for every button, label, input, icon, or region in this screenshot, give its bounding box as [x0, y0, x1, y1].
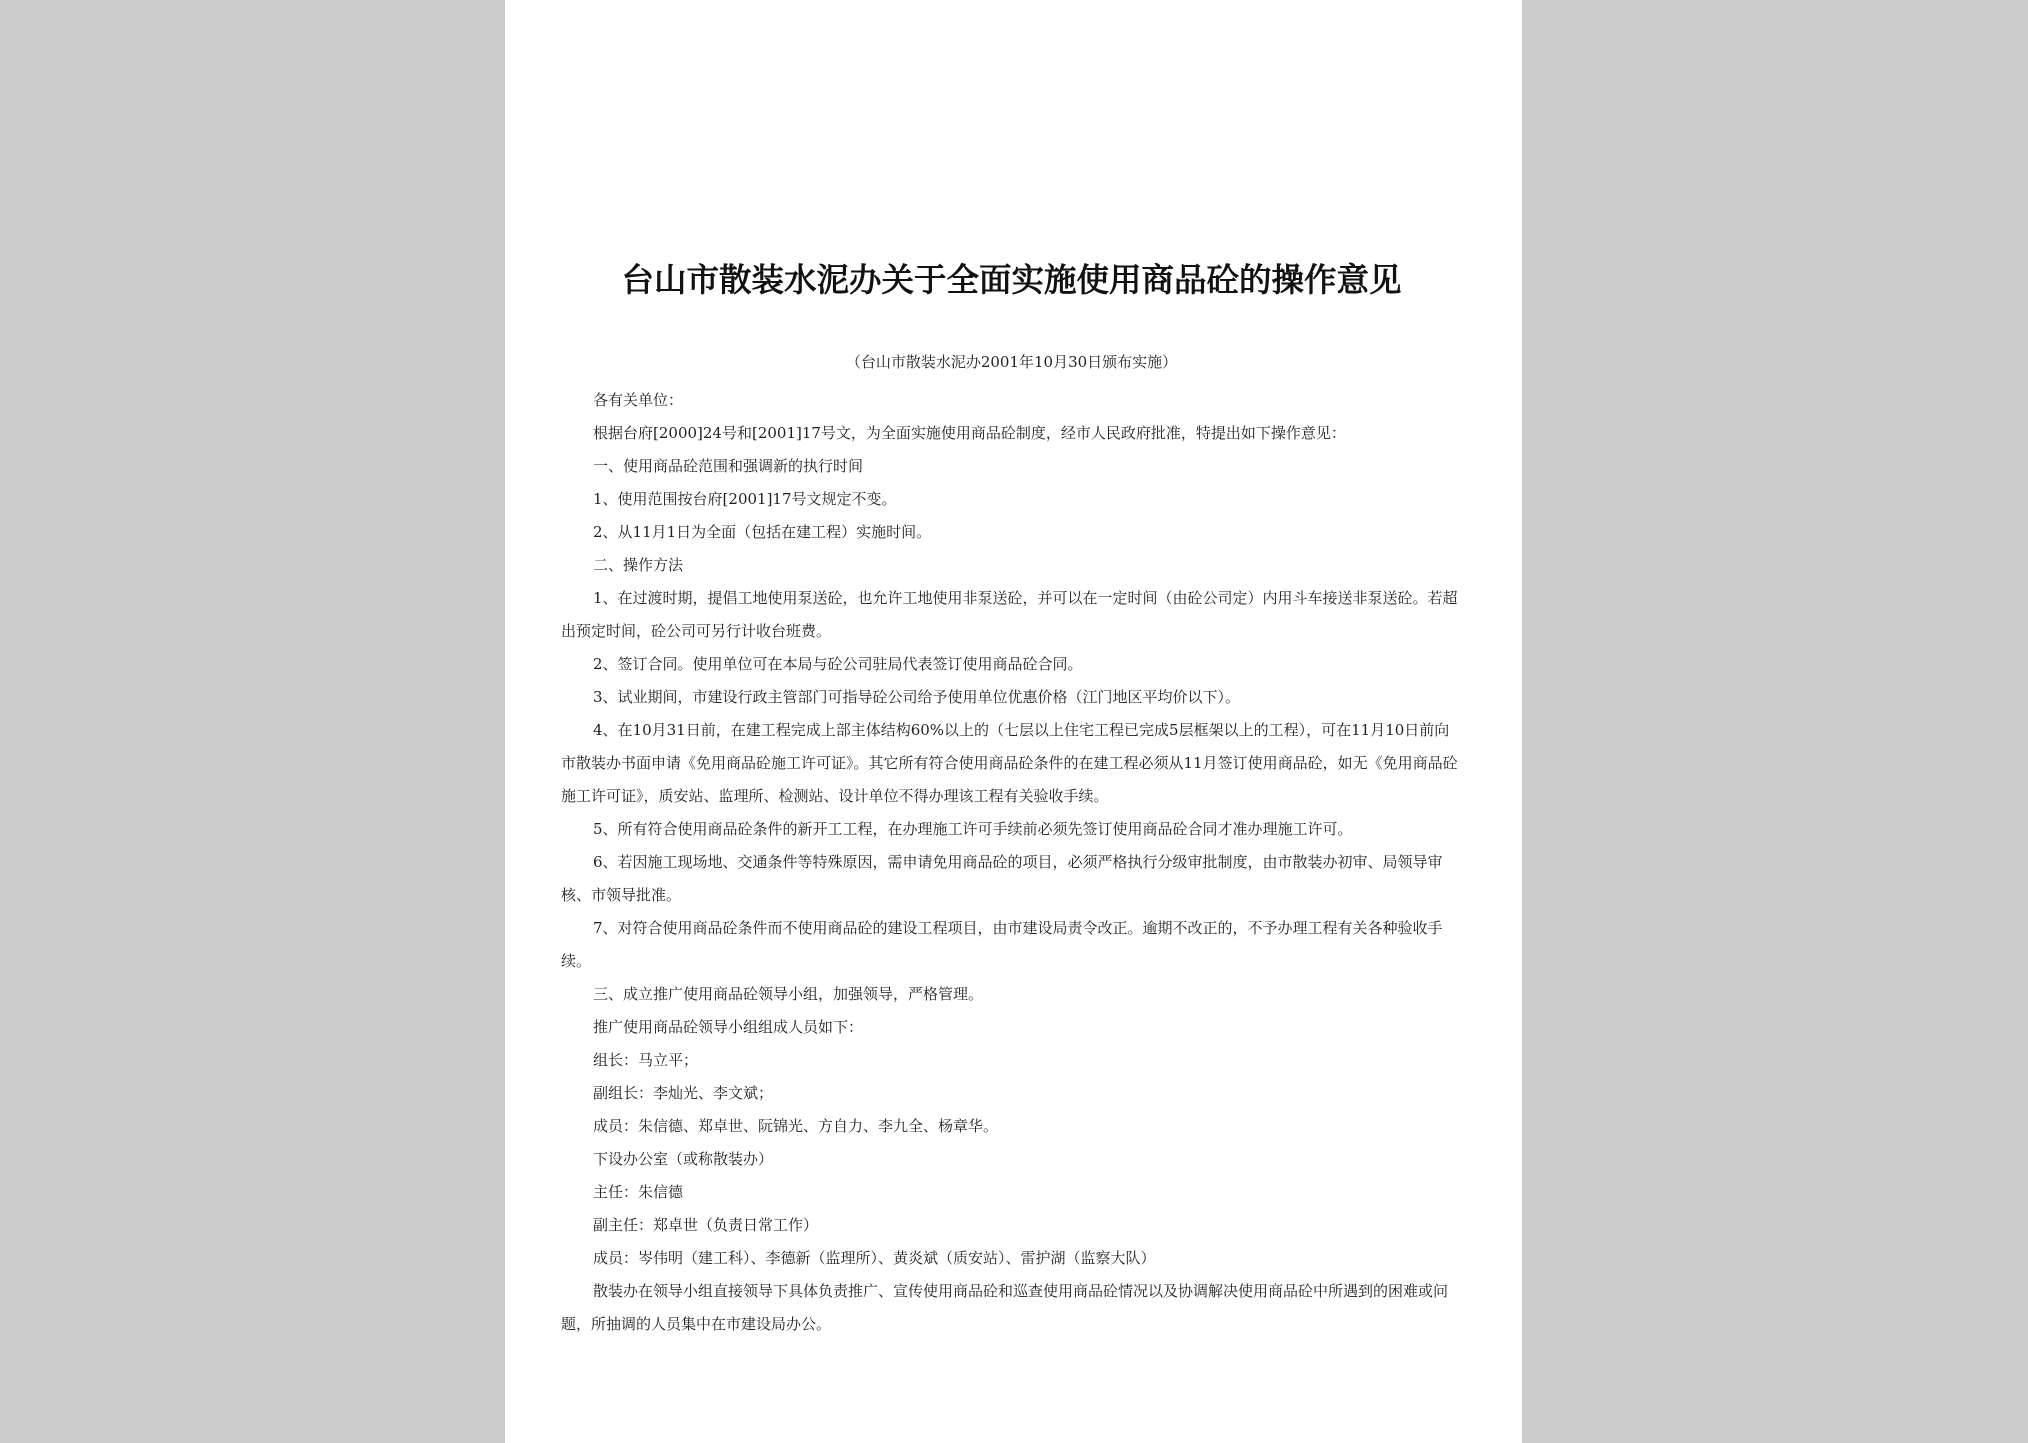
section-heading-2: 二、操作方法: [593, 556, 684, 574]
member-line: 主任：朱信德: [593, 1183, 684, 1201]
member-line: 成员：岑伟明（建工科）、李德新（监理所）、黄炎斌（质安站）、雷护湖（监察大队）: [593, 1249, 1156, 1267]
document-body: [561, 384, 1462, 1341]
paragraph: 2、从11月1日为全面（包括在建工程）实施时间。: [593, 523, 932, 541]
paragraph-closing: 散装办在领导小组直接领导下具体负责推广、宣传使用商品砼和巡查使用商品砼情况以及协调解决使用商品砼中所遇到的困难或问题，所抽调的人员集中在市建设局办公。: [561, 1282, 1449, 1333]
paragraph: 4、在10月31日前，在建工程完成上部主体结构60%以上的（七层以上住宅工程已完成5层框架以上的工程），可在11月10日前向市散装办书面申请《免用商品砼施工许可证》。其它所有符合使用商品砼条件的在建工程必须从11月签订使用商品砼，如无《免用商品砼施工许可证》，质安站、监理所、检测站、设计单位不得办理该工程有关验收手续。: [561, 721, 1458, 805]
paragraph: 1、使用范围按台府[2001]17号文规定不变。: [593, 490, 897, 508]
paragraph-salutation: 各有关单位：: [593, 391, 684, 409]
document-title: 台山市散装水泥办关于全面实施使用商品砼的操作意见: [621, 260, 1402, 299]
paragraph: 2、签订合同。使用单位可在本局与砼公司驻局代表签订使用商品砼合同。: [593, 655, 1083, 673]
member-line: 副组长：李灿光、李文斌；: [593, 1084, 774, 1102]
paragraph-intro: 根据台府[2000]24号和[2001]17号文，为全面实施使用商品砼制度，经市人民政府批准，特提出如下操作意见：: [593, 424, 1346, 442]
paragraph: 3、试业期间，市建设行政主管部门可指导砼公司给予使用单位优惠价格（江门地区平均价以下）。: [593, 688, 1241, 706]
paragraph: 7、对符合使用商品砼条件而不使用商品砼的建设工程项目，由市建设局责令改正。逾期不改正的，不予办理工程有关各种验收手续。: [561, 919, 1443, 970]
paragraph: 1、在过渡时期，提倡工地使用泵送砼，也允许工地使用非泵送砼，并可以在一定时间（由砼公司定）内用斗车接送非泵送砼。若超出预定时间，砼公司可另行计收台班费。: [561, 589, 1458, 640]
paragraph: 推广使用商品砼领导小组组成人员如下：: [593, 1018, 864, 1036]
paragraph: 5、所有符合使用商品砼条件的新开工工程，在办理施工许可手续前必须先签订使用商品砼合同才准办理施工许可。: [593, 820, 1353, 838]
section-heading-1: 一、使用商品砼范围和强调新的执行时间: [593, 457, 864, 475]
document-subtitle: （台山市散装水泥办2001年10月30日颁布实施）: [845, 353, 1178, 371]
document-page: [505, 0, 1522, 1443]
member-line: 副主任：郑卓世（负责日常工作）: [593, 1216, 819, 1234]
paragraph: 6、若因施工现场地、交通条件等特殊原因，需申请免用商品砼的项目，必须严格执行分级审批制度，由市散装办初审、局领导审核、市领导批准。: [561, 853, 1443, 904]
paragraph: 下设办公室（或称散装办）: [593, 1150, 774, 1168]
member-line: 组长：马立平；: [593, 1051, 699, 1069]
member-line: 成员：朱信德、郑卓世、阮锦光、方自力、李九全、杨章华。: [593, 1117, 999, 1135]
section-heading-3: 三、成立推广使用商品砼领导小组，加强领导，严格管理。: [593, 985, 984, 1003]
